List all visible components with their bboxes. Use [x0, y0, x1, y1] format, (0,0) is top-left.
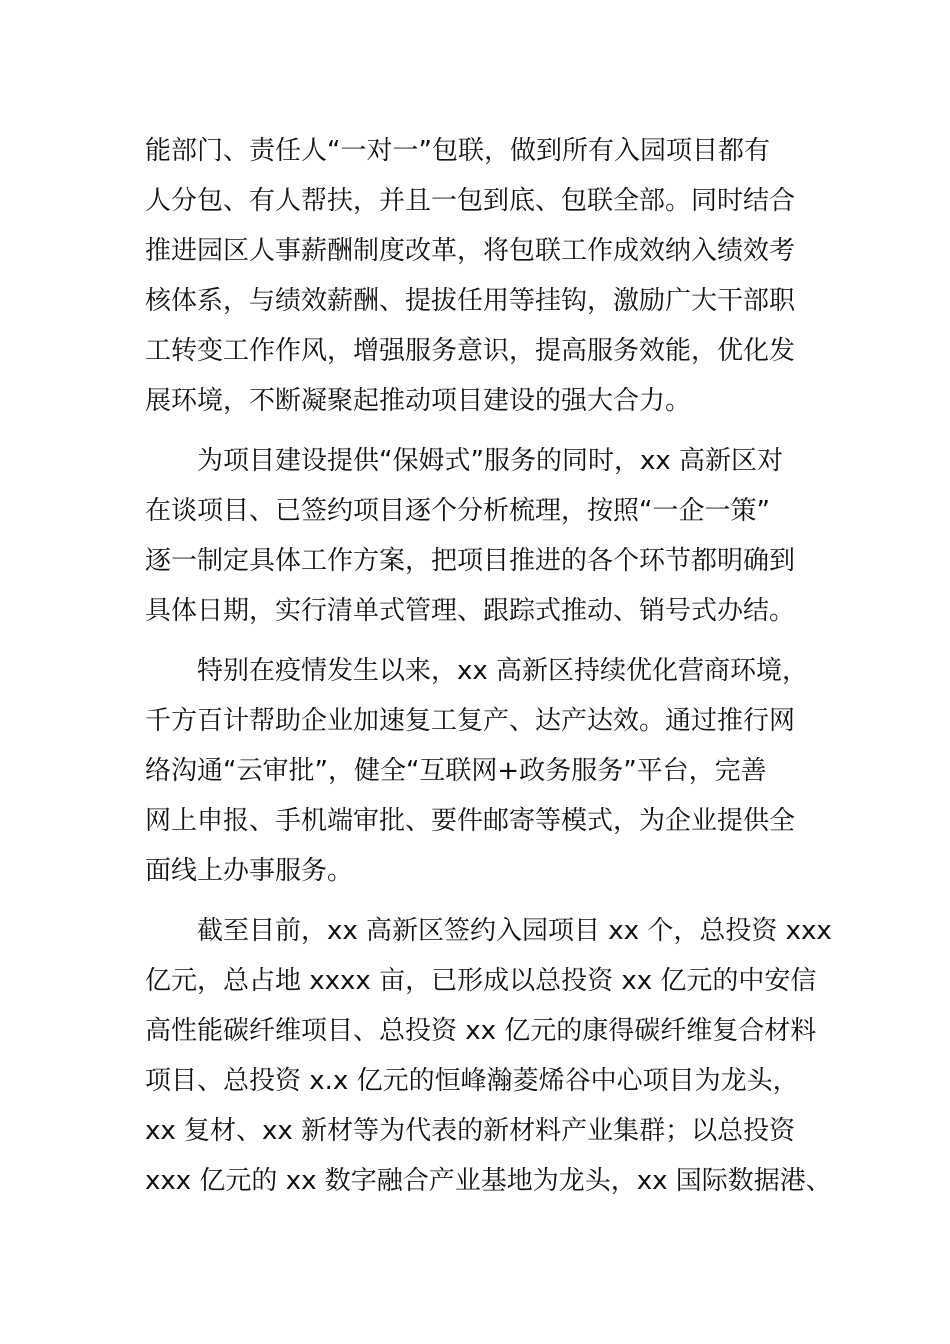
- text-line: 在谈项目、已签约项目逐个分析梳理，按照“一企一策”: [145, 496, 770, 526]
- document-body: [145, 126, 832, 1216]
- text-line: 项目、总投资 x.x 亿元的恒峰瀚菱烯谷中心项目为龙头，: [145, 1066, 799, 1096]
- paragraph-1: [145, 126, 810, 426]
- text-line: 亿元，总占地 xxxx 亩，已形成以总投资 xx 亿元的中安信: [145, 966, 817, 996]
- text-line: 工转变工作作风，增强服务意识，提高服务效能，优化发: [145, 336, 796, 366]
- text-line: 能部门、责任人“一对一”包联，做到所有入园项目都有: [145, 136, 770, 166]
- text-line: 高性能碳纤维项目、总投资 xx 亿元的康得碳纤维复合材料: [145, 1016, 817, 1046]
- text-line: 面线上办事服务。: [145, 856, 354, 886]
- text-line: 展环境，不断凝聚起推动项目建设的强大合力。: [145, 386, 692, 416]
- paragraph-3: [145, 646, 810, 896]
- text-line: 具体日期，实行清单式管理、跟踪式推动、销号式办结。: [145, 596, 796, 626]
- text-line: 推进园区人事薪酬制度改革，将包联工作成效纳入绩效考: [145, 236, 796, 266]
- text-line: 截至目前，xx 高新区签约入园项目 xx 个，总投资 xxx: [197, 916, 832, 946]
- text-line: 逐一制定具体工作方案，把项目推进的各个环节都明确到: [145, 546, 796, 576]
- text-line: 特别在疫情发生以来，xx 高新区持续优化营商环境，: [197, 656, 809, 686]
- text-line: 为项目建设提供“保姆式”服务的同时，xx 高新区对: [197, 446, 783, 476]
- text-line: xxx 亿元的 xx 数字融合产业基地为龙头，xx 国际数据港、: [145, 1166, 832, 1196]
- text-line: xx 复材、xx 新材等为代表的新材料产业集群；以总投资: [145, 1116, 796, 1146]
- text-line: 络沟通“云审批”，健全“互联网+政务服务”平台，完善: [145, 756, 767, 786]
- text-line: 千方百计帮助企业加速复工复产、达产达效。通过推行网: [145, 706, 796, 736]
- paragraph-2: [145, 436, 810, 636]
- text-line: 核体系，与绩效薪酬、提拔任用等挂钩，激励广大干部职: [145, 286, 796, 316]
- text-line: 人分包、有人帮扶，并且一包到底、包联全部。同时结合: [145, 186, 796, 216]
- paragraph-4: [145, 906, 832, 1206]
- text-line: 网上申报、手机端审批、要件邮寄等模式，为企业提供全: [145, 806, 796, 836]
